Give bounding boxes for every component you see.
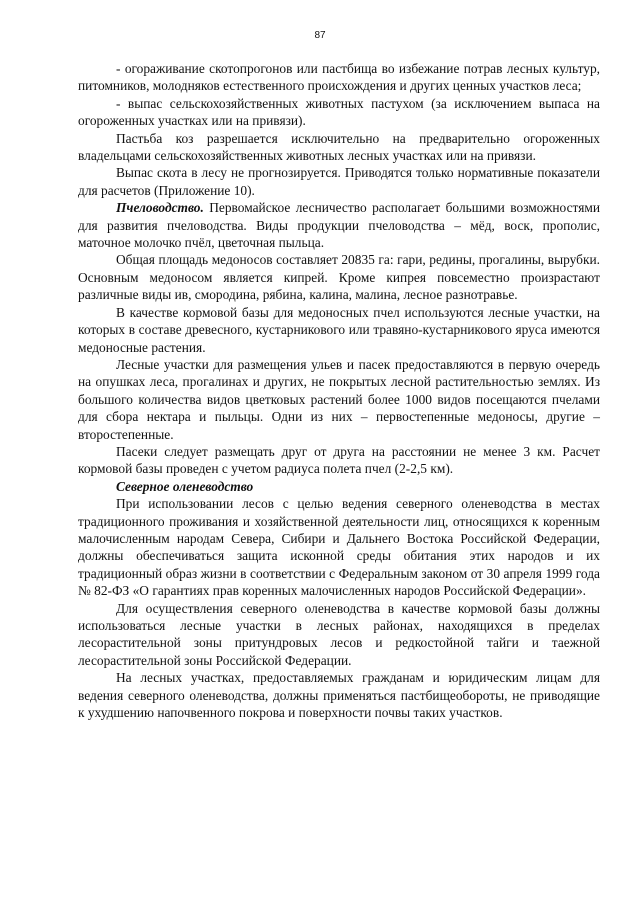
paragraph-grazing-forecast: Выпас скота в лесу не прогнозируется. Приводятся только нормативные показатели для расчетов (Приложение 10).	[78, 165, 600, 198]
paragraph-goats: Пастьба коз разрешается исключительно на предварительно огороженных владельцами сельскохозяйственных животных лесных участках или на привязи.	[78, 130, 600, 164]
paragraph-reindeer-pasture: На лесных участках, предоставляемых гражданам и юридическим лицам для ведения северного оленеводства, должны применяться пастбищеобороты, не приводящие к ухудшению напочвенного покрова и поверхности почвы таких участков.	[78, 670, 600, 721]
paragraph-reindeer-law: При использовании лесов с целью ведения северного оленеводства в местах традиционного проживания и хозяйственной деятельности лиц, относящихся к коренным малочисленным народам Севера, Сибири и Дальнего Востока Российской Федерации, должны обеспечиваться защита исконной среды обитания этих народов и их традиционный образ жизни в соответствии с Федеральным законом от 30 апреля 1999 года № 82-ФЗ «О гарантиях прав коренных малочисленных народов Российской Федерации».	[78, 496, 600, 599]
paragraph-fencing: - огораживание скотопрогонов или пастбища во избежание потрав лесных культур, питомников, молодняков естественного происхождения и других ценных участков леса;	[78, 61, 600, 94]
paragraph-honey-plants: Общая площадь медоносов составляет 20835 га: гари, редины, прогалины, вырубки. Основным медоносом является кипрей. Кроме кипрея повсеместно произрастают различные виды ив, смородина, рябина, калина, малина, лесное разнотравье.	[78, 252, 600, 303]
paragraph-beekeeping	[78, 199, 600, 251]
paragraph-herder: - выпас сельскохозяйственных животных пастухом (за исключением выпаса на огороженных участках или на привязи).	[78, 95, 600, 129]
page-number: 87	[314, 30, 326, 41]
body-text	[78, 60, 600, 721]
section-heading-reindeer: Северное оленеводство	[116, 478, 254, 494]
beekeeping-text: Первомайское лесничество располагает большими возможностями для развития пчеловодства. Виды продукции пчеловодства – мёд, воск, прополис, маточное молочко пчёл, цветочная пыльца.	[78, 200, 600, 251]
paragraph-apiary-distance: Пасеки следует размещать друг от друга на расстоянии не менее 3 км. Расчет кормовой базы проведен с учетом радиуса полета пчел (2-2,5 км).	[78, 443, 600, 477]
paragraph-reindeer-forage: Для осуществления северного оленеводства в качестве кормовой базы должны использоваться лесные участки в лесных районах, находящихся в пределах лесорастительной зоны притундровых лесов и редкостойной тайги и таежной лесорастительной зоны Российской Федерации.	[78, 600, 600, 668]
beekeeping-lead: Пчеловодство.	[116, 200, 204, 216]
paragraph-apiary-sites: Лесные участки для размещения ульев и пасек предоставляются в первую очередь на опушках леса, прогалинах и других, не покрытых лесной растительностью землях. Из большого количества видов цветковых растений более 1000 видов посещаются пчелами для сбора нектара и пыльцы. Одни из них – первостепенные медоносы, другие – второстепенные.	[78, 356, 600, 442]
paragraph-forage-base: В качестве кормовой базы для медоносных пчел используются лесные участки, на которых в составе древесного, кустарникового или травяно-кустарникового яруса имеются медоносные растения.	[78, 304, 600, 355]
